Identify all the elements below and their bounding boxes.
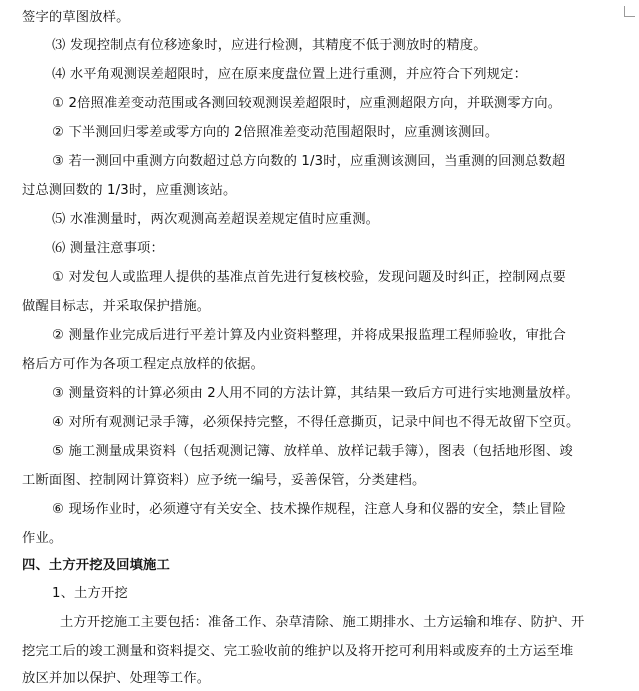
- text-line: ③ 若一测回中重测方向数超过总方向数的 1/3时，应重测该测回，当重测的回测总数超: [52, 154, 566, 169]
- text-line: ② 测量作业完成后进行平差计算及内业资料整理，并将成果报监理工程师验收，审批合: [52, 328, 566, 343]
- text-line: ① 对发包人或监理人提供的基准点首先进行复核校验，发现问题及时纠正，控制网点要: [52, 270, 566, 285]
- text-line: 工断面图、控制网计算资料）应予统一编号，妥善保管，分类建档。: [22, 473, 426, 488]
- text-line: ⑥ 现场作业时，必须遵守有关安全、技术操作规程，注意人身和仪器的安全，禁止冒险: [52, 502, 566, 517]
- text-line: ⑷ 水平角观测误差超限时，应在原来度盘位置上进行重测，并应符合下列规定：: [52, 67, 528, 82]
- text-line: 签字的草图放样。: [22, 10, 130, 25]
- text-line: ① 2倍照准差变动范围或各测回较观测误差超限时，应重测超限方向，并联测零方向。: [52, 96, 562, 111]
- text-line: 做醒目标志，并采取保护措施。: [22, 299, 211, 314]
- text-line: ② 下半测回归零差或零方向的 2倍照准差变动范围超限时，应重测该测回。: [52, 125, 499, 140]
- text-line: ⑤ 施工测量成果资料（包括观测记簿、放样单、放样记载手簿），图表（包括地形图、竣: [52, 444, 573, 459]
- text-line: 放区并加以保护、处理等工作。: [22, 671, 211, 686]
- text-line: ④ 对所有观测记录手簿，必须保持完整，不得任意撕页，记录中间也不得无故留下空页。: [52, 415, 580, 430]
- text-line: ⑸ 水准测量时，两次观测高差超误差规定值时应重测。: [52, 212, 380, 227]
- text-line: 作业。: [22, 531, 63, 546]
- text-line: 格后方可作为各项工程定点放样的依据。: [22, 357, 265, 372]
- text-line: ⑹ 测量注意事项：: [52, 241, 164, 256]
- section-heading: 四、土方开挖及回填施工: [22, 558, 170, 573]
- text-line: 1、土方开挖: [52, 586, 128, 601]
- text-line: 土方开挖施工主要包括：准备工作、杂草清除、施工期排水、土方运输和堆存、防护、开: [60, 615, 585, 630]
- text-line: ③ 测量资料的计算必须由 2人用不同的方法计算，其结果一致后方可进行实地测量放样。: [52, 386, 579, 401]
- page-corner-mark: [624, 6, 635, 17]
- text-line: ⑶ 发现控制点有位移迹象时，应进行检测，其精度不低于测放时的精度。: [52, 38, 487, 53]
- text-line: 挖完工后的竣工测量和资料提交、完工验收前的维护以及将开挖可利用料或废弃的土方运至堆: [22, 644, 574, 659]
- text-line: 过总测回数的 1/3时，应重测该站。: [22, 183, 237, 198]
